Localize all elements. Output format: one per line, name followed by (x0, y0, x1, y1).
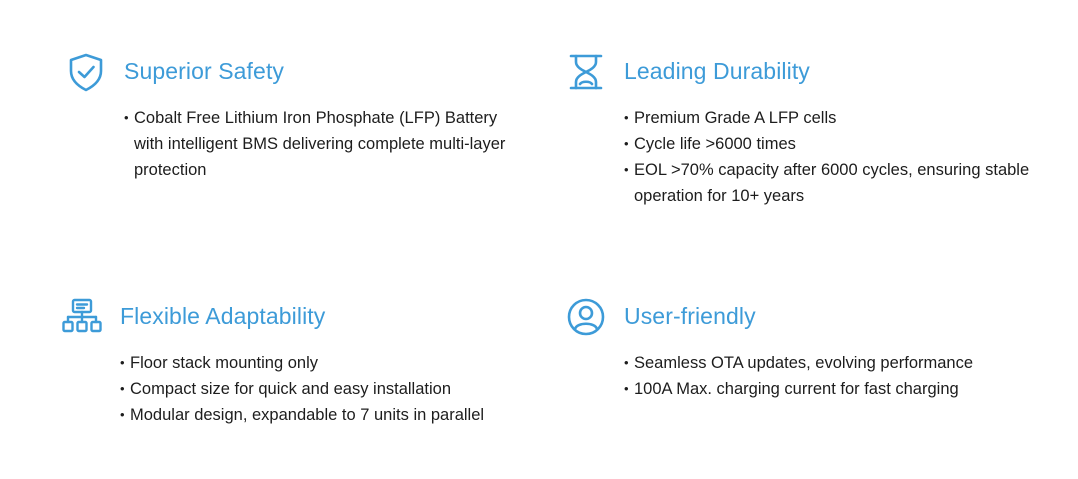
feature-header (566, 52, 1026, 92)
bullet-item: • Compact size for quick and easy installation (120, 376, 520, 402)
hourglass-icon (566, 52, 606, 92)
feature-bullet-list (124, 105, 524, 183)
feature-title: User-friendly (624, 303, 756, 329)
feature-title: Leading Durability (624, 58, 810, 84)
modular-network-icon (62, 297, 102, 337)
feature-leading-durability (566, 52, 1030, 205)
shield-check-icon (66, 52, 106, 92)
bullet-item: • EOL >70% capacity after 6000 cycles, ensuring stable operation for 10+ years (624, 157, 1054, 209)
feature-header (566, 297, 1026, 337)
feature-header (62, 297, 522, 337)
feature-header (66, 52, 526, 92)
bullet-item: • Floor stack mounting only (120, 350, 520, 376)
bullet-item: • 100A Max. charging current for fast charging (624, 376, 1044, 402)
feature-superior-safety (66, 52, 526, 179)
feature-title: Flexible Adaptability (120, 303, 326, 329)
bullet-item: • Cobalt Free Lithium Iron Phosphate (LFP) Battery with intelligent BMS delivering complete multi-layer protection (124, 105, 524, 183)
bullet-item: • Cycle life >6000 times (624, 131, 1054, 157)
feature-bullet-list (624, 105, 1054, 209)
bullet-item: • Premium Grade A LFP cells (624, 105, 1054, 131)
feature-flexible-adaptability (62, 297, 522, 424)
bullet-item: • Seamless OTA updates, evolving performance (624, 350, 1044, 376)
bullet-item: • Modular design, expandable to 7 units in parallel (120, 402, 520, 428)
user-circle-icon (566, 297, 606, 337)
feature-bullet-list (120, 350, 520, 428)
feature-user-friendly (566, 297, 1026, 398)
feature-bullet-list (624, 350, 1044, 402)
feature-title: Superior Safety (124, 58, 285, 84)
